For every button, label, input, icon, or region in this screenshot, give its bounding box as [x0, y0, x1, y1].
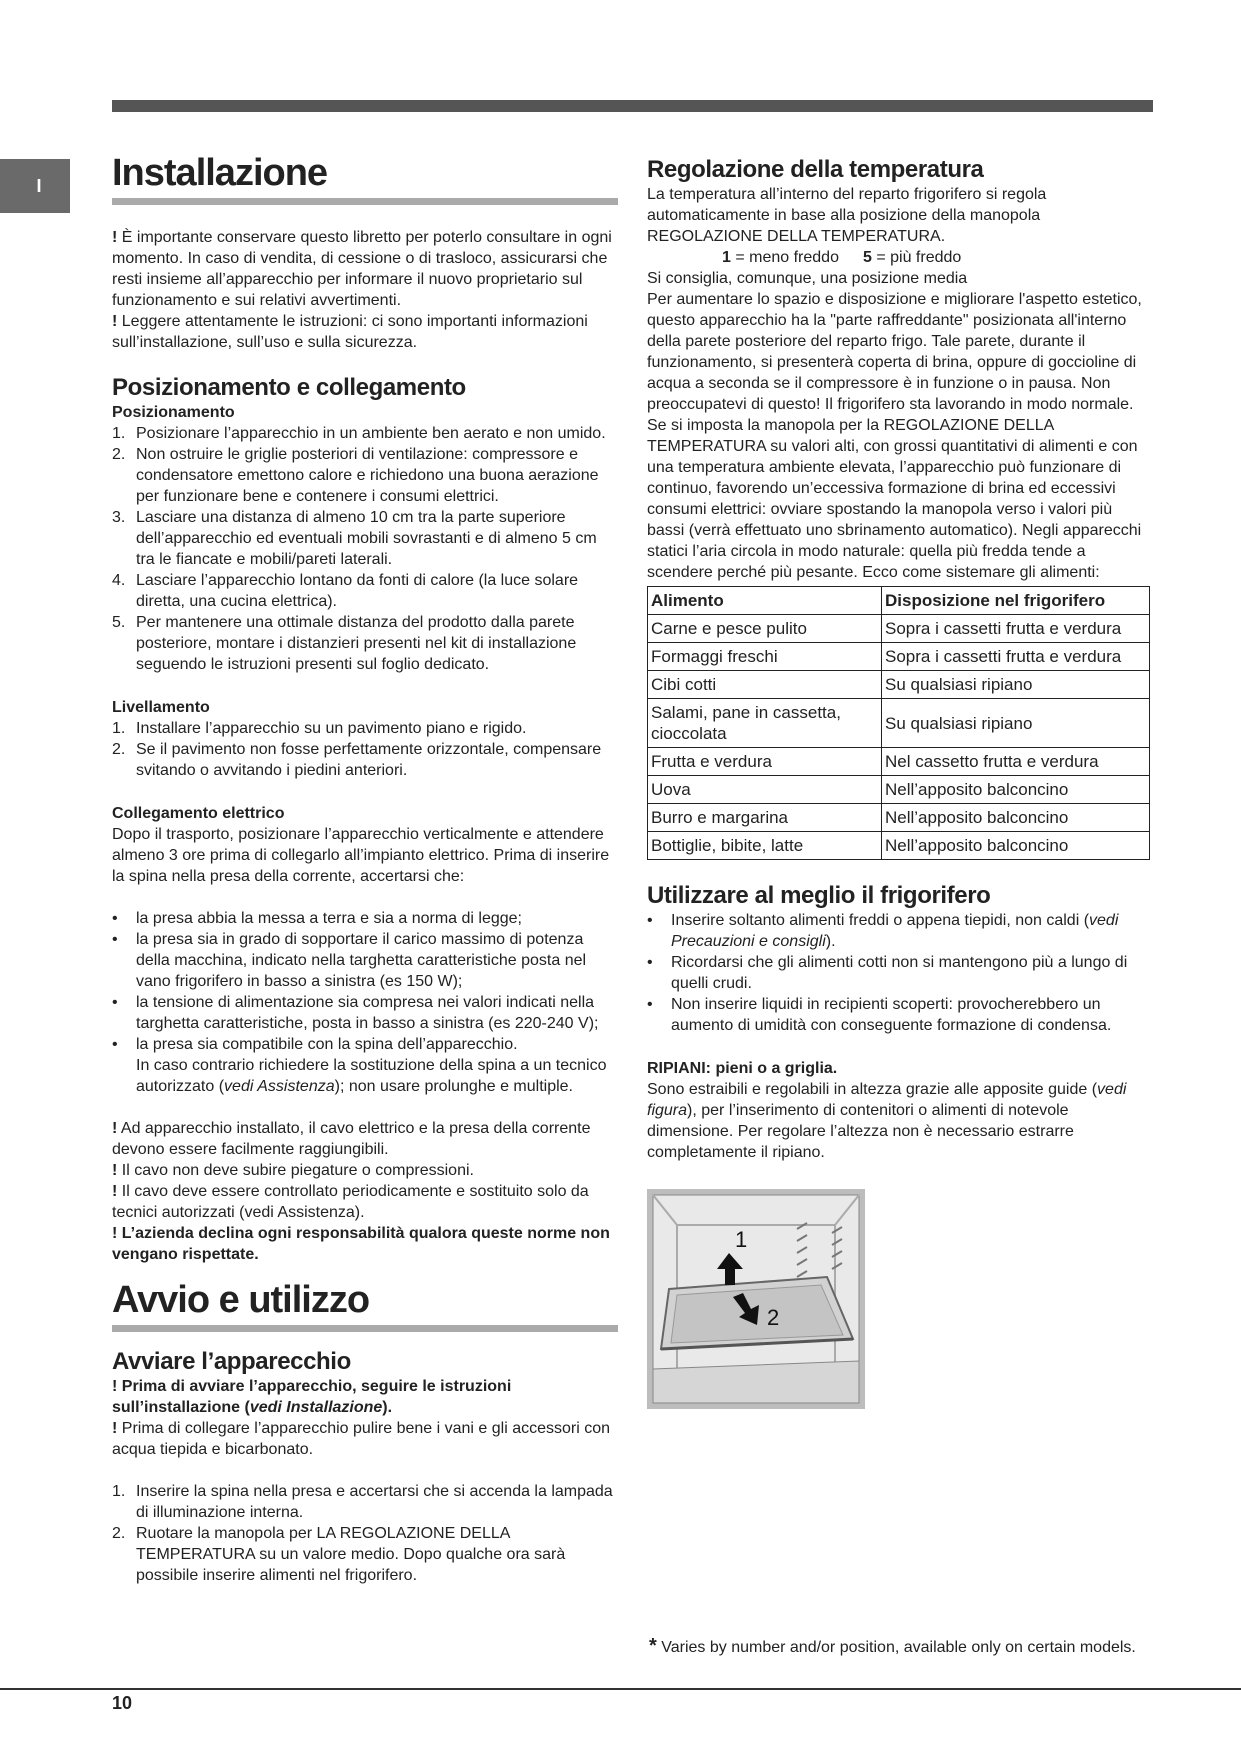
heading-rule [112, 198, 618, 205]
heading-regolazione: Regolazione della temperatura [647, 156, 984, 183]
regolazione-p3: Per aumentare lo spazio e disposizione e migliorare l'aspetto estetico, questo apparecchio ha la "parte raffreddante" posizionata all'interno della parete posteriore del reparto frigo. Tale parete, durante il funzionamento, si presenterà coperta di brina, oppure di goccioline di acqua a seconda se il compressore è in funzione o in pausa. Non preoccupatevi di questo! Il frigorifero sta lavorando in modo normale. [647, 291, 1142, 413]
table-cell: Frutta e verdura [648, 748, 882, 776]
ripiani-paragraph: Sono estraibili e regolabili in altezza grazie alle apposite guide (vedi figura), per l’inserimento di contenitori o alimenti di notevole dimensione. Per regolare l’altezza non è necessario estrarre completamente il ripiano. [647, 1081, 1127, 1161]
list-item: • la presa abbia la messa a terra e sia a norma di legge; [112, 910, 522, 927]
subheading-collegamento: Collegamento elettrico [112, 805, 285, 822]
list-item: • Non inserire liquidi in recipienti scoperti: provocherebbero un aumento di umidità con conseguente formazione di condensa. [647, 996, 1112, 1034]
list-item: 2. Non ostruire le griglie posteriori di ventilazione: compressore e condensatore emettono calore e richiedono una buona aerazione per funzionare bene e contenere i consumi elettrici. [112, 446, 599, 505]
heading-posizionamento: Posizionamento e collegamento [112, 374, 466, 401]
table-cell: Nell’apposito balconcino [882, 776, 1150, 804]
warning: ! Ad apparecchio installato, il cavo elettrico e la presa della corrente devono essere facilmente raggiungibili. [112, 1120, 591, 1158]
table-cell: Burro e margarina [648, 804, 882, 832]
table-cell: Formaggi freschi [648, 643, 882, 671]
left-column [112, 150, 618, 1586]
table-cell: Nell’apposito balconcino [882, 804, 1150, 832]
table-row [648, 643, 1150, 671]
list-item: • la presa sia in grado di sopportare il carico massimo di potenza della macchina, indicato nella targhetta caratteristiche posta nel vano frigorifero in basso a sinistra (es 150 W); [112, 931, 587, 990]
avvio-clean-note: ! Prima di collegare l’apparecchio pulire bene i vani e gli accessori con acqua tiepida e bicarbonato. [112, 1420, 611, 1458]
collegamento-bullets [112, 908, 618, 1055]
list-item: 4. Lasciare l’apparecchio lontano da fonti di calore (la luce solare diretta, una cucina elettrica). [112, 572, 579, 610]
subheading-livellamento: Livellamento [112, 699, 210, 716]
list-item: 3. Lasciare una distanza di almeno 10 cm tra la parte superiore dell’apparecchio ed eventuali mobili sovrastanti e di almeno 5 cm tra le fiancate e mobili/pareti laterali. [112, 509, 597, 568]
regolazione-p1: La temperatura all’interno del reparto frigorifero si regola automaticamente in base alla posizione della manopola REGOLAZIONE DELLA TEMPERATURA. [647, 186, 1047, 245]
warning: ! Il cavo non deve subire piegature o compressioni. [112, 1162, 474, 1179]
heading-ripiani: RIPIANI: pieni o a griglia. [647, 1060, 838, 1077]
table-row [648, 671, 1150, 699]
table-cell: Nell’apposito balconcino [882, 832, 1150, 860]
list-item: 1. Inserire la spina nella presa e accertarsi che si accenda la lampada di illuminazione interna. [112, 1483, 613, 1521]
intro-paragraph: ! È importante conservare questo libretto per poterlo consultare in ogni momento. In caso di vendita, di cessione o di trasloco, assicurarsi che resti insieme all’apparecchio per informare il nuovo proprietario sul funzionamento e sui relativi avvertimenti. [112, 229, 612, 309]
list-item: • Inserire soltanto alimenti freddi o appena tiepidi, non caldi (vedi Precauzioni e consigli). [647, 912, 1119, 950]
table-cell: Sopra i cassetti frutta e verdura [882, 615, 1150, 643]
list-item: • la presa sia compatibile con la spina dell’apparecchio. [112, 1036, 518, 1053]
table-row [648, 615, 1150, 643]
right-column [647, 156, 1152, 1409]
table-cell: Su qualsiasi ripiano [882, 671, 1150, 699]
page-number: 10 [112, 1693, 133, 1713]
table-row [648, 748, 1150, 776]
heading-utilizzare: Utilizzare al meglio il frigorifero [647, 882, 991, 909]
table-cell: Uova [648, 776, 882, 804]
figure-label-1: 1 [735, 1227, 748, 1252]
temperature-scale: 1 = meno freddo 5 = più freddo [722, 249, 962, 266]
list-item: • Ricordarsi che gli alimenti cotti non si mantengono più a lungo di quelli crudi. [647, 954, 1128, 992]
regolazione-p4: Se si imposta la manopola per la REGOLAZIONE DELLA TEMPERATURA su valori alti, con grossi quantitativi di alimenti e con una temperatura ambiente elevata, l’apparecchio può funzionare di continuo, favorendo un’eccessiva formazione di brina ed eccessivi consumi elettrici: ovviare spostando la manopola verso i valori più bassi (verrà effettuato uno sbrinamento automatico). Negli apparecchi statici l’aria circola in modo naturale: quella più fredda tende a scendere perché più pesante. Ecco come sistemare gli alimenti: [647, 417, 1142, 581]
table-cell: Bottiglie, bibite, latte [648, 832, 882, 860]
table-cell: Su qualsiasi ripiano [882, 699, 1150, 748]
table-header: Alimento [648, 587, 882, 615]
language-tab: I [0, 159, 70, 213]
top-rule [112, 100, 1153, 112]
shelf-figure [647, 1189, 865, 1409]
shelf-illustration [647, 1189, 865, 1409]
contrary-note: In caso contrario richiedere la sostituzione della spina a un tecnico autorizzato (vedi Assistenza); non usare prolunghe e multiple. [136, 1057, 607, 1095]
table-row [648, 776, 1150, 804]
table-row [648, 699, 1150, 748]
warning: ! Il cavo deve essere controllato periodicamente e sostituito solo da tecnici autorizzati (vedi Assistenza). [112, 1183, 589, 1221]
heading-avviare: Avviare l’apparecchio [112, 1348, 351, 1375]
table-cell: Salami, pane in cassetta, cioccolata [648, 699, 882, 748]
table-cell: Sopra i cassetti frutta e verdura [882, 643, 1150, 671]
bottom-rule [0, 1688, 1241, 1690]
table-row [648, 804, 1150, 832]
table-cell: Nel cassetto frutta e verdura [882, 748, 1150, 776]
table-header-row [648, 587, 1150, 615]
warning-bold: ! L’azienda declina ogni responsabilità qualora queste norme non vengano rispettate. [112, 1225, 610, 1263]
food-placement-table [647, 586, 1150, 860]
collegamento-intro: Dopo il trasporto, posizionare l’apparecchio verticalmente e attendere almeno 3 ore prima di collegarlo all’impianto elettrico. Prima di inserire la spina nella presa della corrente, accertarsi che: [112, 826, 610, 885]
heading-installazione: Installazione [112, 152, 328, 194]
footnote: * Varies by number and/or position, available only on certain models. [649, 1635, 1136, 1657]
table-cell: Cibi cotti [648, 671, 882, 699]
list-item: 5. Per mantenere una ottimale distanza del prodotto dalla parete posteriore, montare i distanzieri presenti nel kit di installazione seguendo le istruzioni presenti sul foglio dedicato. [112, 614, 577, 673]
regolazione-p2: Si consiglia, comunque, una posizione media [647, 270, 968, 287]
list-item: 1. Posizionare l’apparecchio in un ambiente ben aerato e non umido. [112, 425, 606, 442]
utilizzare-bullets [647, 910, 1152, 1036]
avvio-list [112, 1481, 618, 1586]
table-header: Disposizione nel frigorifero [882, 587, 1150, 615]
table-row [648, 832, 1150, 860]
posizionamento-list [112, 423, 618, 675]
subheading-posizionamento: Posizionamento [112, 404, 235, 421]
list-item: • la tensione di alimentazione sia compresa nei valori indicati nella targhetta caratteristiche, posta in basso a sinistra (es 220-240 V); [112, 994, 599, 1032]
intro-paragraph: ! Leggere attentamente le istruzioni: ci sono importanti informazioni sull’installazione, sull’uso e sulla sicurezza. [112, 313, 588, 351]
list-item: 2. Se il pavimento non fosse perfettamente orizzontale, compensare svitando o avvitando i piedini anteriori. [112, 741, 602, 779]
figure-label-2: 2 [767, 1305, 780, 1330]
table-cell: Carne e pesce pulito [648, 615, 882, 643]
list-item: 2. Ruotare la manopola per LA REGOLAZIONE DELLA TEMPERATURA su un valore medio. Dopo qualche ora sarà possibile inserire alimenti nel frigorifero. [112, 1525, 566, 1584]
heading-avvio: Avvio e utilizzo [112, 1279, 370, 1321]
livellamento-list [112, 718, 618, 781]
avvio-bold-note: ! Prima di avviare l’apparecchio, seguire le istruzioni sull’installazione (vedi Installazione). [112, 1378, 512, 1416]
heading-rule [112, 1325, 618, 1332]
list-item: 1. Installare l’apparecchio su un pavimento piano e rigido. [112, 720, 527, 737]
